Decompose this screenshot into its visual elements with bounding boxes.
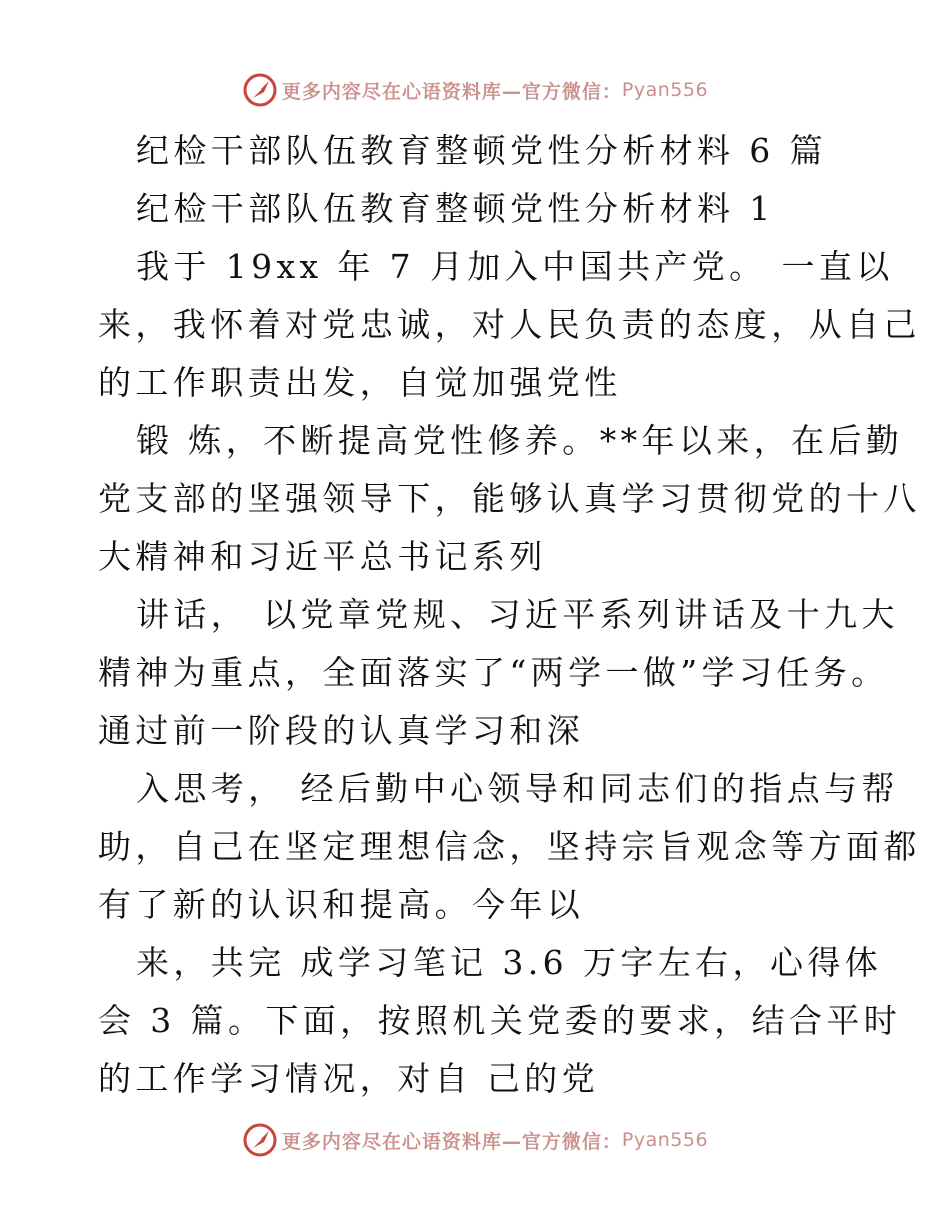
body-line: 有了新的认识和提高。今年以 — [98, 885, 585, 924]
body-line: 的工作学习情况，对自 己的党 — [98, 1059, 600, 1098]
body-line: 精神为重点，全面落实了“两学一做”学习任务。 — [98, 653, 889, 692]
watermark-id: Pyan556 — [621, 1129, 709, 1151]
body-line: 锻 炼，不断提高党性修养。**年以来，在后勤 — [136, 421, 904, 460]
feather-pen-logo-icon — [242, 1122, 278, 1158]
feather-pen-logo-icon — [242, 72, 278, 108]
body-line: 会 3 篇。下面，按照机关党委的要求，结合平时 — [98, 1001, 902, 1040]
body-line: 大精神和习近平总书记系列 — [98, 537, 547, 576]
body-line: 讲话， 以党章党规、习近平系列讲话及十九大 — [136, 595, 899, 634]
watermark-text: 更多内容尽在心语资料库—官方微信： — [281, 1130, 622, 1153]
body-line: 我于 19xx 年 7 月加入中国共产党。 一直以 — [136, 247, 894, 286]
document-title: 纪检干部队伍教育整顿党性分析材料 6 篇 — [136, 131, 827, 170]
section-heading: 纪检干部队伍教育整顿党性分析材料 1 — [136, 189, 775, 228]
watermark-id: Pyan556 — [621, 79, 709, 101]
document-body — [98, 122, 921, 1108]
body-line: 助，自己在坚定理想信念，坚持宗旨观念等方面都 — [98, 827, 921, 866]
watermark-text: 更多内容尽在心语资料库—官方微信： — [281, 80, 622, 103]
body-line: 党支部的坚强领导下，能够认真学习贯彻党的十八 — [98, 479, 921, 518]
body-line: 的工作职责出发，自觉加强党性 — [98, 363, 622, 402]
body-line: 入思考， 经后勤中心领导和同志们的指点与帮 — [136, 769, 899, 808]
footer-watermark — [0, 1120, 950, 1160]
body-line: 来，共完 成学习笔记 3.6 万字左右，心得体 — [136, 943, 883, 982]
body-line: 来，我怀着对党忠诚，对人民负责的态度，从自己 — [98, 305, 921, 344]
body-line: 通过前一阶段的认真学习和深 — [98, 711, 585, 750]
header-watermark — [0, 70, 950, 110]
